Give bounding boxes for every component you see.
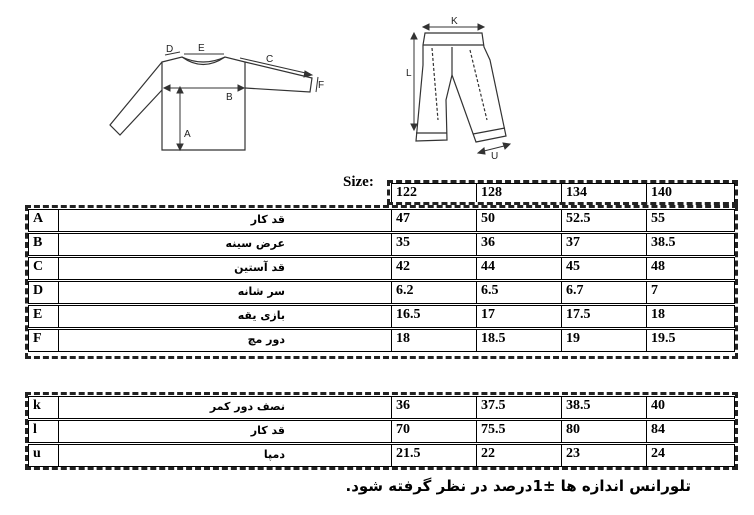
row-value-cell: 38.5 (646, 233, 735, 256)
row-value-cell: 37 (561, 233, 647, 256)
row-value-cell: 42 (391, 257, 477, 280)
row-name-cell: بازی یقه (58, 305, 392, 328)
row-value-cell: 7 (646, 281, 735, 304)
row-value-cell: 38.5 (561, 396, 647, 419)
row-name-cell: قد آستین (58, 257, 392, 280)
shirt-label-a: A (184, 129, 191, 140)
row-name-cell: دور مچ (58, 329, 392, 352)
row-code-cell: l (28, 420, 59, 443)
shirt-label-c: C (266, 54, 274, 65)
row-value-cell: 24 (646, 444, 735, 467)
row-value-cell: 16.5 (391, 305, 477, 328)
row-name-cell: دمپا (58, 444, 392, 467)
row-value-cell: 70 (391, 420, 477, 443)
shirt-label-f: F (318, 80, 325, 91)
pants-label-u: U (491, 151, 499, 162)
row-value-cell: 80 (561, 420, 647, 443)
shirt-label-e: E (198, 43, 205, 54)
row-value-cell: 22 (476, 444, 562, 467)
row-value-cell: 47 (391, 209, 477, 232)
row-value-cell: 6.7 (561, 281, 647, 304)
row-value-cell: 18 (646, 305, 735, 328)
row-name-cell: عرض سینه (58, 233, 392, 256)
row-value-cell: 36 (476, 233, 562, 256)
row-value-cell: 45 (561, 257, 647, 280)
row-value-cell: 37.5 (476, 396, 562, 419)
row-value-cell: 55 (646, 209, 735, 232)
row-value-cell: 35 (391, 233, 477, 256)
row-value-cell: 17 (476, 305, 562, 328)
row-value-cell: 75.5 (476, 420, 562, 443)
row-value-cell: 44 (476, 257, 562, 280)
shirt-diagram (100, 40, 330, 160)
size-header-128: 128 (476, 183, 562, 202)
row-name-cell: سر شانه (58, 281, 392, 304)
row-value-cell: 21.5 (391, 444, 477, 467)
row-value-cell: 40 (646, 396, 735, 419)
row-code-cell: k (28, 396, 59, 419)
row-value-cell: 6.2 (391, 281, 477, 304)
shirt-label-d: D (166, 44, 174, 55)
size-header-140: 140 (646, 183, 735, 202)
row-code-cell: B (28, 233, 59, 256)
size-label: Size: (343, 174, 374, 190)
row-code-cell: u (28, 444, 59, 467)
row-value-cell: 50 (476, 209, 562, 232)
row-value-cell: 23 (561, 444, 647, 467)
row-value-cell: 17.5 (561, 305, 647, 328)
row-code-cell: C (28, 257, 59, 280)
size-header-122: 122 (391, 183, 477, 202)
row-value-cell: 36 (391, 396, 477, 419)
row-code-cell: A (28, 209, 59, 232)
tolerance-note: تلورانس اندازه ها ±1درصد در نظر گرفته شود. (345, 477, 691, 495)
shirt-label-b: B (226, 92, 233, 103)
pants-label-k: K (451, 16, 458, 27)
row-code-cell: D (28, 281, 59, 304)
row-code-cell: E (28, 305, 59, 328)
row-value-cell: 19.5 (646, 329, 735, 352)
row-value-cell: 52.5 (561, 209, 647, 232)
row-code-cell: F (28, 329, 59, 352)
row-value-cell: 6.5 (476, 281, 562, 304)
pants-diagram (400, 12, 520, 162)
row-value-cell: 18.5 (476, 329, 562, 352)
row-value-cell: 48 (646, 257, 735, 280)
row-name-cell: نصف دور کمر (58, 396, 392, 419)
row-name-cell: قد کار (58, 209, 392, 232)
row-name-cell: قد کار (58, 420, 392, 443)
size-header-134: 134 (561, 183, 647, 202)
row-value-cell: 19 (561, 329, 647, 352)
row-value-cell: 84 (646, 420, 735, 443)
row-value-cell: 18 (391, 329, 477, 352)
pants-label-l: L (406, 68, 412, 79)
